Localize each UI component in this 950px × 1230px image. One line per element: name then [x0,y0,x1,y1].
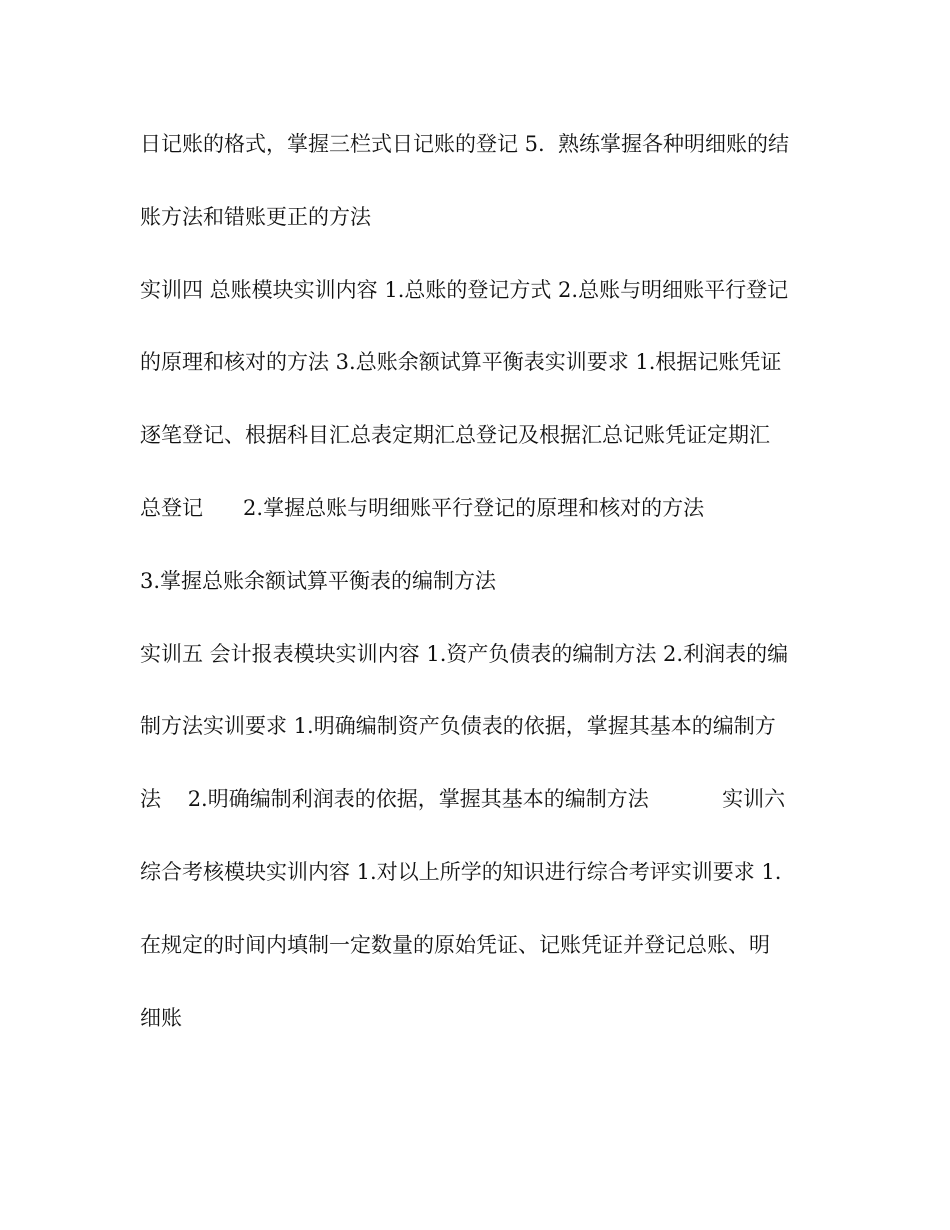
text-line: 3.掌握总账余额试算平衡表的编制方法 [140,568,497,593]
text-line: 实训五 会计报表模块实训内容 1.资产负债表的编制方法 2.利润表的编 [140,641,789,666]
text-line: 的原理和核对的方法 3.总账余额试算平衡表实训要求 1.根据记账凭证 [140,350,782,375]
text-line: 实训四 总账模块实训内容 1.总账的登记方式 2.总账与明细账平行登记 [140,277,789,302]
text-line: 账方法和错账更正的方法 [140,204,371,229]
body-text [140,122,820,1068]
text-line: 综合考核模块实训内容 1.对以上所学的知识进行综合考评实训要求 1. [140,859,782,884]
text-line: 逐笔登记、根据科目汇总表定期汇总登记及根据汇总记账凭证定期汇 [140,423,770,448]
text-line: 细账 [140,1005,182,1030]
text-line: 总登记 2.掌握总账与明细账平行登记的原理和核对的方法 [140,495,705,520]
text-line: 在规定的时间内填制一定数量的原始凭证、记账凭证并登记总账、明 [140,932,770,957]
text-line: 法 2.明确编制利润表的依据，掌握其基本的编制方法 实训六 [140,787,786,812]
text-line: 日记账的格式，掌握三栏式日记账的登记 5. 熟练掌握各种明细账的结 [140,132,790,156]
text-line: 制方法实训要求 1.明确编制资产负债表的依据，掌握其基本的编制方 [140,714,776,739]
